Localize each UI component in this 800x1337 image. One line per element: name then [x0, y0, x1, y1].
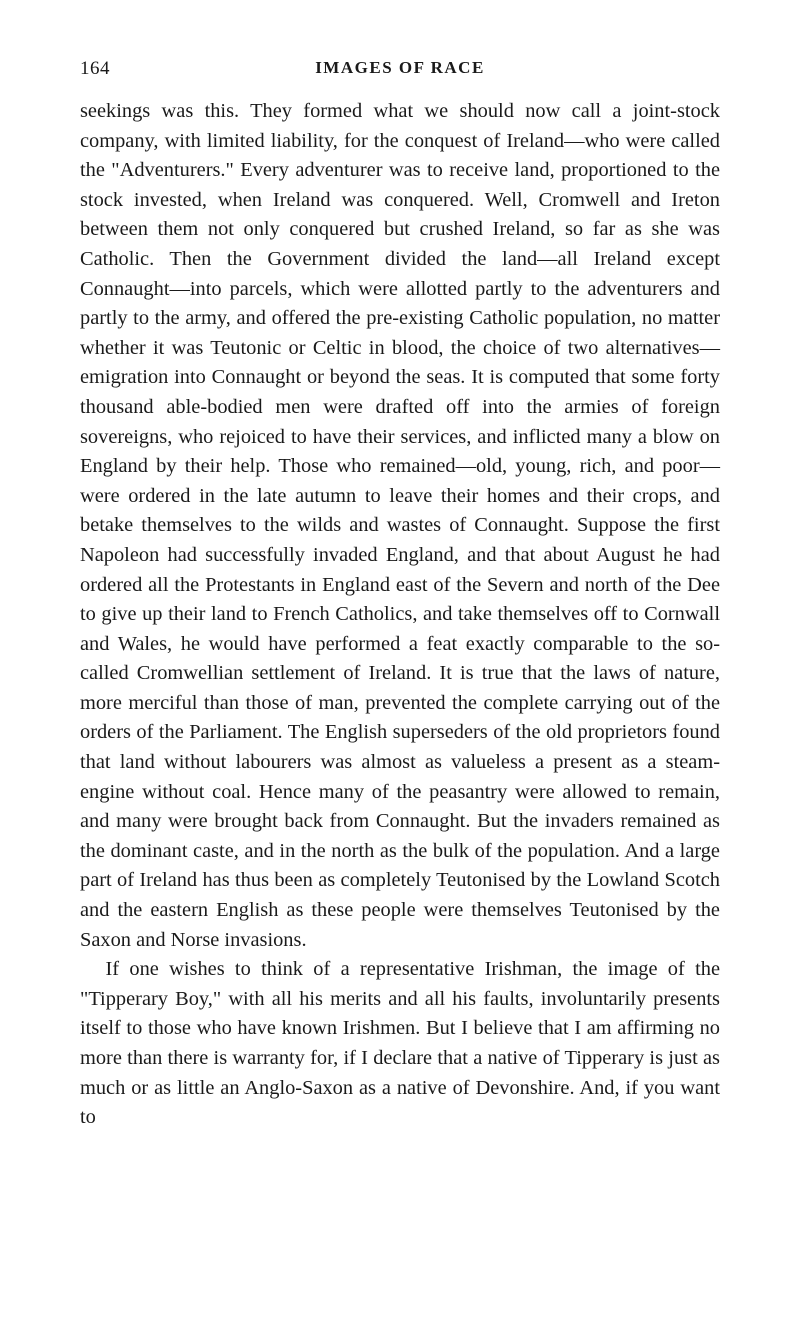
body-text	[80, 97, 720, 1133]
running-title: IMAGES OF RACE	[315, 58, 485, 77]
paragraph: seekings was this. They formed what we should now call a joint-stock company, with limited liability, for the conquest of Ireland—who were called the "Adventurers." Every adventurer was to receive land, proportioned to the stock invested, when Ireland was conquered. Well, Cromwell and Ireton between them not only conquered but crushed Ireland, so far as she was Catholic. Then the Government divided the land—all Ireland except Connaught—into parcels, which were allotted partly to the adventurers and partly to the army, and offered the pre-existing Catholic population, no matter whether it was Teutonic or Celtic in blood, the choice of two alternatives—emigration into Connaught or beyond the seas. It is computed that some forty thousand able-bodied men were drafted off into the armies of foreign sovereigns, who rejoiced to have their services, and inflicted many a blow on England by their help. Those who remained—old, young, rich, and poor—were ordered in the late autumn to leave their homes and their crops, and betake themselves to the wilds and wastes of Connaught. Suppose the first Napoleon had successfully invaded England, and that about August he had ordered all the Protestants in England east of the Severn and north of the Dee to give up their land to French Catholics, and take themselves off to Cornwall and Wales, he would have performed a feat exactly comparable to the so-called Cromwellian settlement of Ireland. It is true that the laws of nature, more merciful than those of man, prevented the complete carrying out of the orders of the Parliament. The English superseders of the old proprietors found that land without labourers was almost as valueless a present as a steam-engine without coal. Hence many of the peasantry were allowed to remain, and many were brought back from Connaught. But the invaders remained as the dominant caste, and in the north as the bulk of the population. And a large part of Ireland has thus been as completely Teutonised by the Lowland Scotch and the eastern English as these people were themselves Teutonised by the Saxon and Norse invasions.	[80, 100, 720, 951]
running-head	[80, 58, 720, 86]
page-number: 164	[80, 58, 110, 79]
paragraph: If one wishes to think of a representative Irishman, the image of the "Tipperary Boy," with all his merits and all his faults, involuntarily presents itself to those who have known Irishmen. But I believe that I am affirming no more than there is warranty for, if I declare that a native of Tipperary is just as much or as little an Anglo-Saxon as a native of Devonshire. And, if you want to	[80, 958, 720, 1129]
